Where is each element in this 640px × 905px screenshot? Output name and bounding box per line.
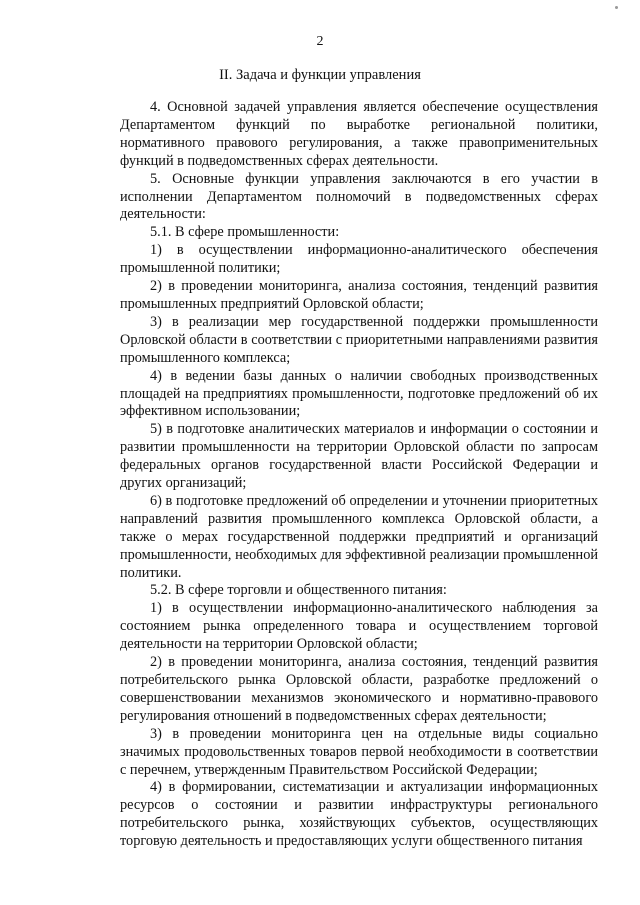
list-item: 4) в формировании, систематизации и актуализации информационных ресурсов о состоянии и развитии инфраструктуры регионального потребительского рынка, хозяйствующих субъектов, осуществляющих торговую деятельность и предоставляющих услуги общественного питания	[120, 779, 598, 850]
subsection-trade: 5.2. В сфере торговли и общественного питания:	[150, 582, 447, 599]
paragraph-main-functions: 5. Основные функции управления заключаются в его участии в исполнении Департаментом полномочий в подведомственных сферах деятельности:	[120, 170, 598, 223]
section-title: II. Задача и функции управления	[219, 67, 421, 83]
list-item: 5) в подготовке аналитических материалов и информации о состоянии и развитии промышленности на территории Орловской области по запросам федеральных органов государственной власти Российской Федерации и других организаций;	[120, 421, 598, 492]
list-item: 1) в осуществлении информационно-аналитического обеспечения промышленной политики;	[120, 242, 598, 277]
subsection-industry: 5.1. В сфере промышленности:	[150, 224, 340, 241]
paragraph-main-task: 4. Основной задачей управления является обеспечение осуществления Департаментом функций по выработке региональной политики, нормативного правового регулирования, а также правоприменительных функций в подведомственных сферах деятельности.	[120, 99, 598, 169]
list-item: 6) в подготовке предложений об определении и уточнении приоритетных направлений развития промышленного комплекса Орловской области, а также о мерах государственной поддержки предприятий и организаций промышленности, необходимых для эффективной реализации промышленной политики.	[120, 492, 598, 581]
document-body	[120, 99, 598, 851]
list-item: 2) в проведении мониторинга, анализа состояния, тенденций развития промышленных предприятий Орловской области;	[120, 278, 598, 312]
list-item: 1) в осуществлении информационно-аналитического наблюдения за состоянием рынка определенного товара и осуществлением торговой деятельности на территории Орловской области;	[120, 600, 598, 653]
list-item: 3) в проведении мониторинга цен на отдельные виды социально значимых продовольственных товаров первой необходимости в соответствии с перечнем, утвержденным Правительством Российской Федерации;	[120, 725, 598, 778]
page-number: 2	[316, 34, 324, 49]
scan-dot	[615, 6, 618, 9]
list-item: 2) в проведении мониторинга, анализа состояния, тенденций развития потребительского рынка Орловской области, разработке предложений о совершенствовании механизмов экономического и нормативно-правового регулирования отношений в подведомственных сферах деятельности;	[120, 654, 598, 724]
list-item: 3) в реализации мер государственной поддержки промышленности Орловской области в соответствии с приоритетными направлениями развития промышленного комплекса;	[120, 313, 598, 366]
list-item: 4) в ведении базы данных о наличии свободных производственных площадей на предприятиях промышленности, подготовке предложений об их эффективном использовании;	[120, 367, 598, 420]
